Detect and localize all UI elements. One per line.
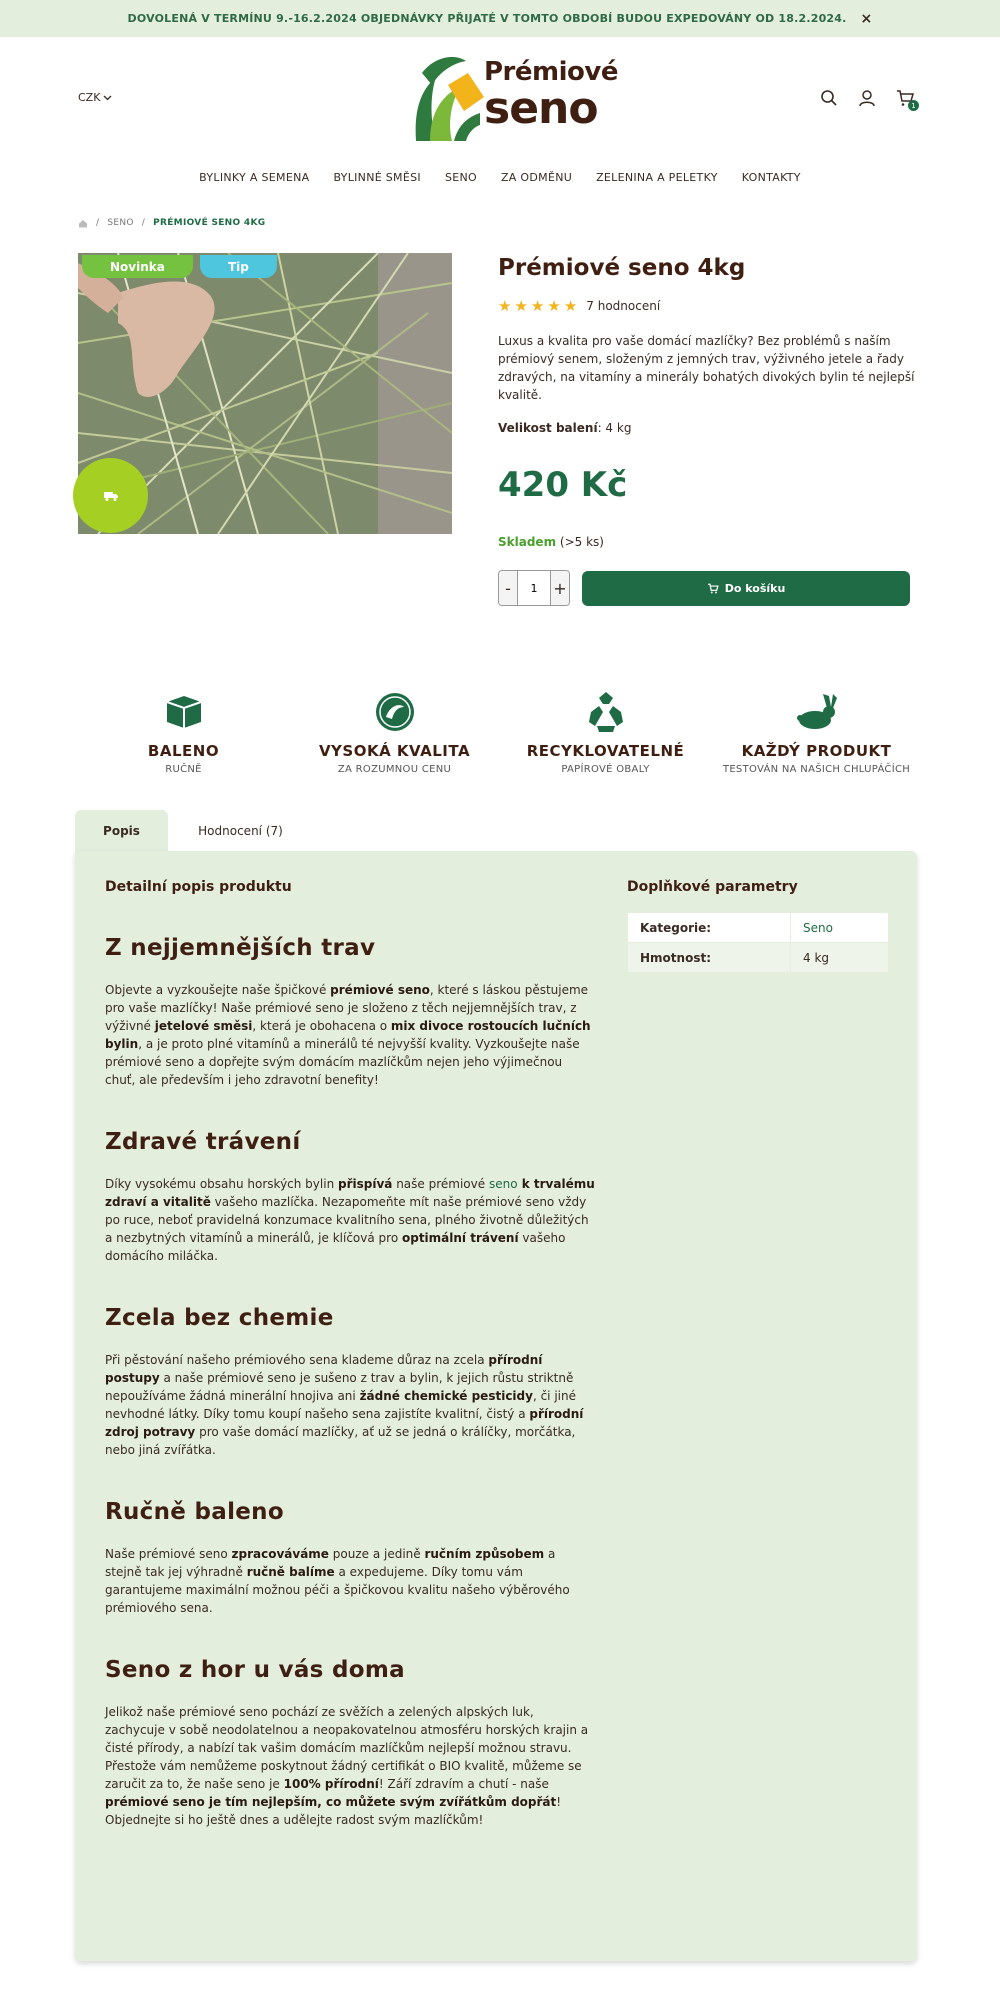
announcement-text: DOVOLENÁ V TERMÍNU 9.-16.2.2024 OBJEDNÁVKY PŘIJATÉ V TOMTO OBDOBÍ BUDOU EXPEDOVÁNY OD 18.2.2024. (127, 12, 847, 25)
rating-count[interactable]: 7 hodnocení (586, 299, 661, 313)
feature-packed (78, 690, 289, 775)
param-key: Kategorie: (628, 913, 791, 943)
nav-item-za-odmenu[interactable]: ZA ODMĚNU (500, 170, 573, 184)
badge-new: Novinka (82, 255, 193, 278)
section-mountain-hay (105, 1657, 595, 1829)
param-value: 4 kg (791, 943, 889, 973)
add-to-cart-label: Do košíku (724, 581, 786, 595)
buy-row (498, 570, 922, 606)
table-row (628, 913, 889, 943)
section-text: Objevte a vyzkoušejte naše špičkové prémiové seno, které s láskou pěstujeme pro vaše mazlíčky! Naše prémiové seno je složeno z těch nejjemnějších trav, z výživné jetelové směsi, která je obohacena o mix divoce rostoucích lučních bylin, a je proto plné vitamínů a minerálů té nejvyšší kvality. Vyzkoušejte naše prémiové seno a dopřejte svým domácím mazlíčkům nejen jeho výjimečnou chuť, ale především i jeho zdravotní benefity! (105, 983, 591, 1087)
product-short-description: Luxus a kvalita pro vaše domácí mazlíčky? Bez problémů s naším prémiový senem, složeným z jemných trav, výživného jetele a řady zdravých, na vitamíny a minerály bohatých divokých bylin té nejlepší kvalitě. (498, 334, 915, 402)
main-nav (0, 157, 1000, 197)
stock-label: Skladem (498, 535, 557, 549)
tab-reviews[interactable]: Hodnocení (7) (198, 824, 283, 838)
feature-subtitle: TESTOVÁN NA NAŠICH CHLUPÁČÍCH (722, 764, 911, 775)
nav-item-bylinky[interactable]: BYLINKY A SEMENA (199, 170, 310, 184)
star-icon: ★ (530, 297, 545, 315)
feature-strip (78, 690, 922, 775)
cart-icon (707, 583, 719, 594)
qty-input[interactable] (517, 571, 551, 605)
description-panel (75, 851, 917, 1961)
nav-item-seno[interactable]: SENO (444, 170, 477, 184)
box-icon (163, 694, 205, 730)
breadcrumb-separator: / (141, 218, 146, 228)
feature-subtitle: ZA ROZUMNOU CENU (337, 764, 452, 775)
package-size (498, 421, 922, 435)
feature-title: KAŽDÝ PRODUKT (741, 742, 892, 760)
qty-decrease-button[interactable]: - (499, 571, 517, 605)
star-icon: ★ (498, 297, 512, 315)
badge-tip: Tip (200, 255, 277, 278)
recycle-icon (585, 692, 627, 732)
section-heading: Zdravé trávení (105, 1129, 301, 1155)
nav-item-kontakty[interactable]: KONTAKTY (741, 170, 801, 184)
nav-item-bylinne-smesi[interactable]: BYLINNÉ SMĚSI (333, 170, 421, 184)
star-icon: ★ (547, 297, 561, 315)
section-no-chemicals (105, 1305, 595, 1459)
detail-description (105, 879, 595, 1829)
section-heading: Z nejjemnějších trav (105, 935, 376, 961)
breadcrumb (78, 218, 265, 228)
product-title: Prémiové seno 4kg (498, 255, 746, 281)
feature-title: BALENO (147, 742, 220, 760)
feature-subtitle: RUČNĚ (165, 764, 202, 775)
add-to-cart-button[interactable] (582, 571, 910, 606)
stock-status (498, 535, 922, 549)
additional-parameters (627, 879, 889, 973)
section-text: Díky vysokému obsahu horských bylin přispívá naše prémiové seno k trvalému zdraví a vitalitě vašeho mazlíčka. Nezapomeňte mít naše prémiové seno vždy po ruce, neboť pravidelná konzumace kvalitního sena, plného životně důležitých a nezbytných vitamínů a minerálů, je klíčová pro optimální trávení vašeho domácího miláčka. (105, 1177, 595, 1263)
user-icon[interactable] (858, 89, 876, 107)
section-text: Při pěstování našeho prémiového sena klademe důraz na zcela přírodní postupy a naše prémiové seno je sušeno z trav a bylin, k jejich růstu striktně nepoužíváme žádná minerální hnojiva ani žádné chemické pesticidy, či jiné nevhodné látky. Díky tomu koupí našeho sena zajistíte kvalitní, čistý a přírodní zdroj potravy pro vaše domácí mazlíčky, ať už se jedná o králíčky, morčátka, nebo jiná zvířátka. (105, 1353, 584, 1457)
product-price: 420 Kč (498, 465, 628, 505)
announcement-bar (0, 0, 1000, 37)
logo-line1: Prémiové (484, 57, 618, 87)
logo-line2: seno (484, 83, 598, 134)
delivery-truck-icon (73, 458, 148, 533)
home-icon[interactable] (78, 219, 88, 228)
quality-seal-icon (374, 691, 416, 733)
cart-icon[interactable] (896, 89, 916, 110)
product-tabs (75, 810, 313, 852)
qty-increase-button[interactable]: + (551, 571, 569, 605)
feature-tested (711, 690, 922, 775)
detail-description-title: Detailní popis produktu (105, 879, 292, 895)
currency-select[interactable] (78, 91, 112, 104)
feature-quality (289, 690, 500, 775)
rabbit-icon (795, 694, 839, 730)
feature-title: RECYKLOVATELNÉ (526, 742, 685, 760)
breadcrumb-current: PRÉMIOVÉ SENO 4KG (153, 218, 266, 228)
feature-subtitle: PAPÍROVÉ OBALY (561, 764, 650, 775)
logo[interactable] (408, 51, 618, 145)
section-healthy-digestion (105, 1129, 595, 1265)
star-icon: ★ (514, 297, 528, 315)
product-rating[interactable] (498, 297, 922, 315)
header-icons (820, 89, 916, 110)
quantity-stepper (498, 570, 570, 606)
section-heading: Seno z hor u vás doma (105, 1657, 405, 1683)
parameters-table (627, 912, 889, 973)
parameters-title: Doplňkové parametry (627, 879, 798, 895)
feature-recyclable (500, 690, 711, 775)
logo-text (484, 57, 618, 134)
package-size-label: Velikost balení (498, 421, 598, 435)
search-icon[interactable] (820, 89, 838, 107)
close-icon[interactable]: × (860, 10, 873, 27)
section-text: Jelikož naše prémiové seno pochází ze svěžích a zelených alpských luk, zachycuje v sobě neodolatelnou a neopakovatelnou atmosféru horských krajin a čisté přírody, a nabízí tak vašim domácím mazlíčkům nejlepší možnou stravu. Přestože vám nemůžeme poskytnout žádný certifikát o BIO kvalitě, můžeme se zaručit za to, že naše seno je 100% přírodní! Září zdravím a chutí - naše prémiové seno je tím nejlepším, co můžete svým zvířátkům dopřát! Objednejte si ho ještě dnes a udělejte radost svým mazlíčkům! (105, 1705, 589, 1827)
chevron-down-icon (103, 95, 112, 101)
stock-quantity: (>5 ks) (559, 535, 604, 549)
header (0, 37, 1000, 157)
package-size-value: : 4 kg (597, 421, 632, 435)
table-row (628, 943, 889, 973)
logo-mark-icon (408, 51, 486, 145)
feature-title: VYSOKÁ KVALITA (318, 742, 471, 760)
section-text: Naše prémiové seno zpracováváme pouze a jedině ručním způsobem a stejně tak jej výhradně ručně balíme a expedujeme. Díky tomu vám garantujeme maximální možnou péči a špičkovou kvalitu našeho výběrového prémiového sena. (105, 1547, 570, 1615)
breadcrumb-seno[interactable]: SENO (107, 218, 134, 228)
param-value (791, 913, 889, 943)
param-key: Hmotnost: (628, 943, 791, 973)
section-finest-grasses (105, 935, 595, 1089)
section-heading: Zcela bez chemie (105, 1305, 334, 1331)
category-link[interactable]: Seno (803, 920, 833, 935)
nav-item-zelenina[interactable]: ZELENINA A PELETKY (596, 170, 718, 184)
breadcrumb-separator: / (96, 218, 100, 228)
cart-count-badge: 1 (908, 100, 919, 111)
star-icon: ★ (563, 297, 578, 315)
section-hand-packed (105, 1499, 595, 1617)
currency-label: CZK (78, 91, 101, 104)
tab-description[interactable]: Popis (75, 810, 168, 852)
section-heading: Ručně baleno (105, 1499, 284, 1525)
seno-link[interactable]: seno (488, 1177, 518, 1191)
product-info (498, 253, 922, 606)
